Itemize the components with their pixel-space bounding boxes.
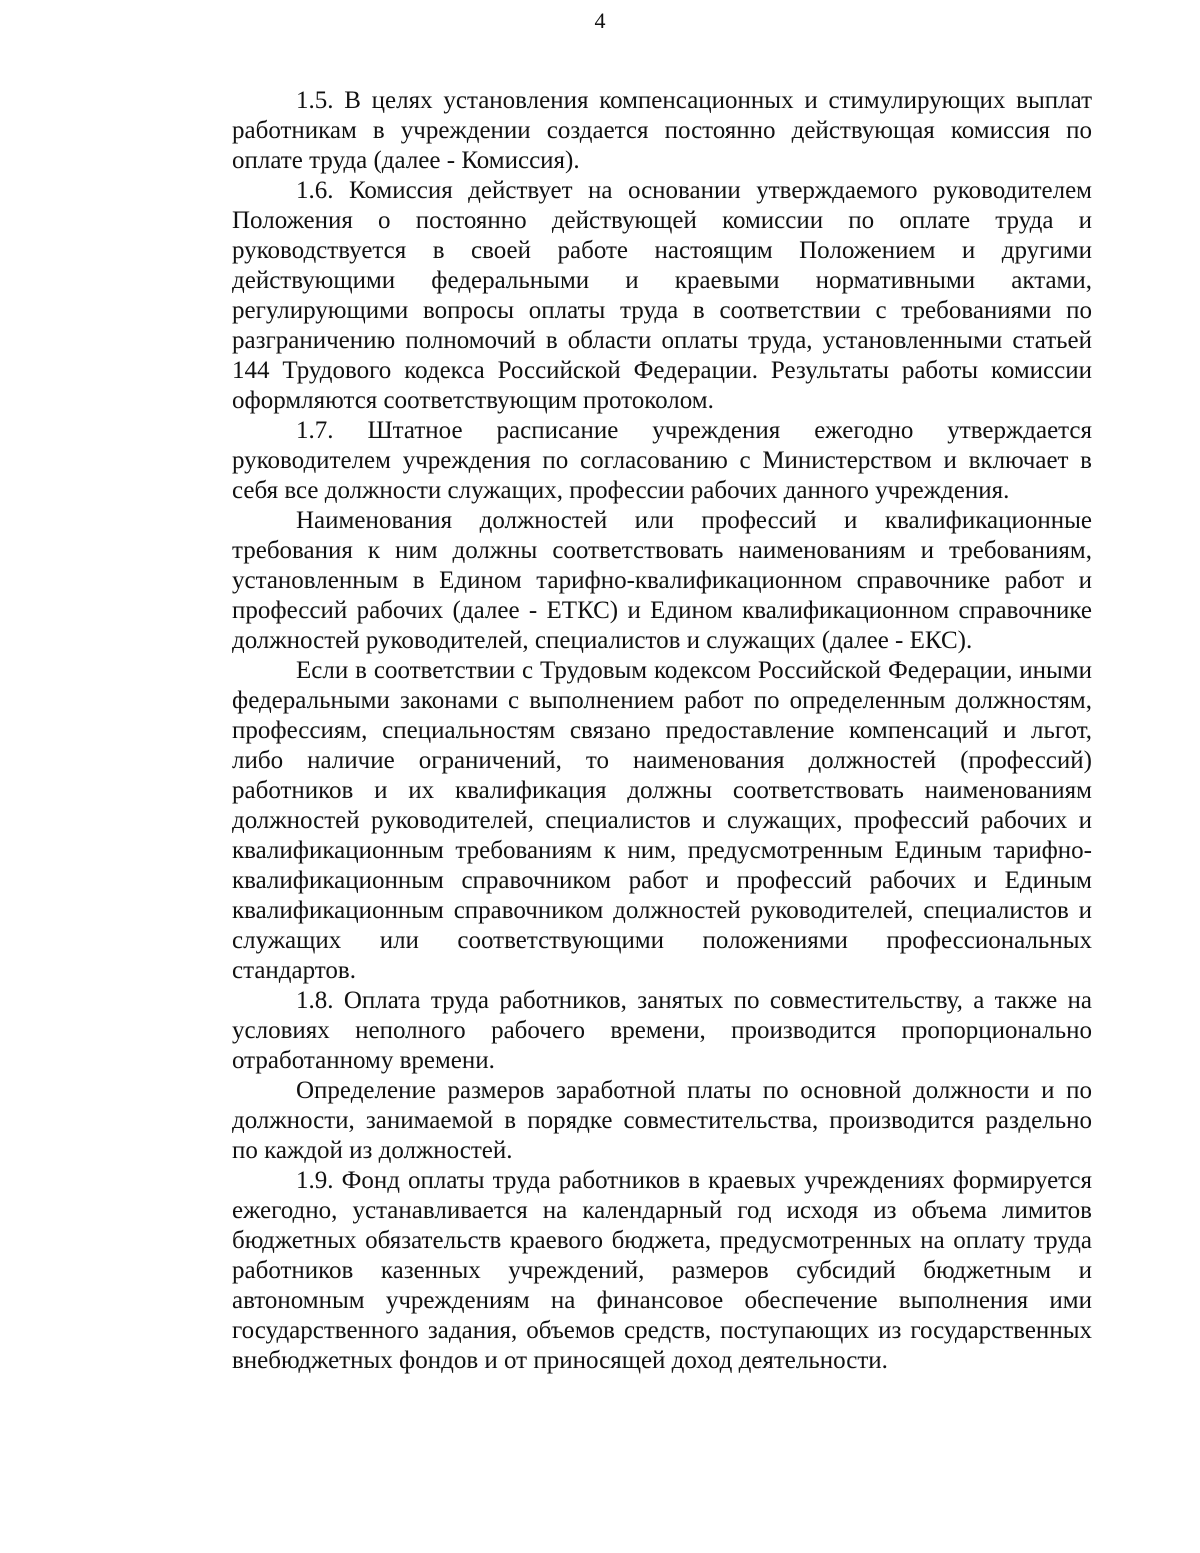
paragraph-1-6: 1.6. Комиссия действует на основании утверждаемого руководителем Положения о постоянно действующей комиссии по оплате труда и руководствуется в своей работе настоящим Положением и другими действующими федеральными и краевыми нормативными актами, регулирующими вопросы оплаты труда в соответствии с требованиями по разграничению полномочий в области оплаты труда, установленными статьей 144 Трудового кодекса Российской Федерации. Результаты работы комиссии оформляются соответствующим протоколом. (232, 177, 1092, 414)
document-body (232, 86, 1092, 1376)
paragraph-salary-determination: Определение размеров заработной платы по основной должности и по должности, занимаемой в порядке совместительства, производится раздельно по каждой из должностей. (232, 1077, 1092, 1164)
paragraph-1-9: 1.9. Фонд оплаты труда работников в краевых учреждениях формируется ежегодно, устанавливается на календарный год исходя из объема лимитов бюджетных обязательств краевого бюджета, предусмотренных на оплату труда работников казенных учреждений, размеров субсидий бюджетным и автономным учреждениям на финансовое обеспечение выполнения ими государственного задания, объемов средств, поступающих из государственных внебюджетных фондов и от приносящей доход деятельности. (232, 1167, 1092, 1374)
paragraph-1-5: 1.5. В целях установления компенсационных и стимулирующих выплат работникам в учреждении создается постоянно действующая комиссия по оплате труда (далее - Комиссия). (232, 87, 1092, 174)
paragraph-1-7: 1.7. Штатное расписание учреждения ежегодно утверждается руководителем учреждения по согласованию с Министерством и включает в себя все должности служащих, профессии рабочих данного учреждения. (232, 417, 1092, 504)
paragraph-position-names: Наименования должностей или профессий и квалификационные требования к ним должны соответствовать наименованиям и требованиям, установленным в Едином тарифно-квалификационном справочнике работ и профессий рабочих (далее - ЕТКС) и Едином квалификационном справочнике должностей руководителей, специалистов и служащих (далее - ЕКС). (232, 507, 1092, 654)
page-number: 4 (594, 8, 606, 33)
paragraph-1-8: 1.8. Оплата труда работников, занятых по совместительству, а также на условиях неполного рабочего времени, производится пропорционально отработанному времени. (232, 987, 1092, 1074)
paragraph-labor-code: Если в соответствии с Трудовым кодексом Российской Федерации, иными федеральными законами с выполнением работ по определенным должностям, профессиям, специальностям связано предоставление компенсаций и льгот, либо наличие ограничений, то наименования должностей (профессий) работников и их квалификация должны соответствовать наименованиям должностей руководителей, специалистов и служащих, профессий рабочих и квалификационным требованиям к ним, предусмотренным Единым тарифно-квалификационным справочником работ и профессий рабочих и Единым квалификационным справочником должностей руководителей, специалистов и служащих или соответствующими положениями профессиональных стандартов. (232, 657, 1092, 984)
